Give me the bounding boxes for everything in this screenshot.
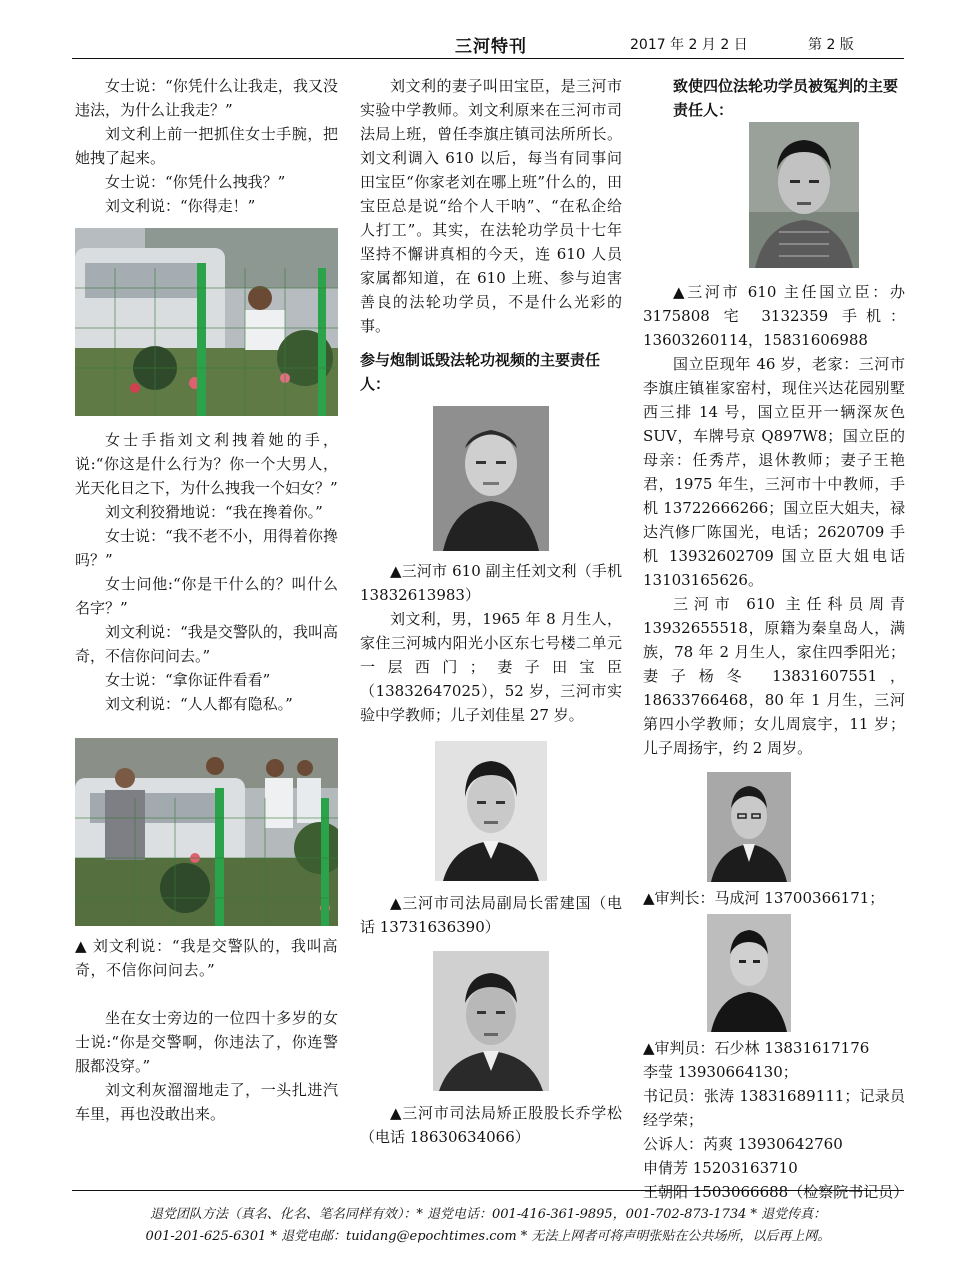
footer-rule — [72, 1190, 904, 1191]
paragraph: 女士说：“你凭什么让我走，我又没违法，为什么让我走？” — [75, 77, 338, 119]
scene-photo-1 — [75, 228, 338, 416]
portrait-photo-5 — [707, 772, 791, 882]
portrait-photo-1 — [433, 406, 549, 551]
paragraph: 刘文利说：“人人都有隐私。” — [105, 695, 293, 713]
page-number: 第 2 版 — [808, 37, 854, 53]
spacer — [75, 982, 338, 1006]
column-2 — [360, 74, 622, 1149]
paragraph: 国立臣现年 46 岁，老家：三河市李旗庄镇崔家窑村，现住兴达花园别墅西三排 14 号，国立臣开一辆深灰色 SUV，车牌号京 Q897W8；国立臣的母亲：任秀芹，退休教师；妻子王艳君，1975 年生，三河市十中教师，手机 13722666266；国立臣大姐夫，禄达汽修厂陈国光，电话；2620709 手机 13932602709 国立臣大姐电话 13103165626。 — [643, 355, 905, 589]
paragraph: 书记员：张涛 13831689111；记录员经学荣； — [643, 1087, 905, 1129]
paragraph: 坐在女士旁边的一位四十多岁的女士说:“你是交警啊，你违法了，你连警服都没穿。” — [75, 1009, 338, 1075]
footer-line: 001-201-625-6301 * 退党电邮：tuidang@epochtimes.com * 无法上网者可将声明张贴在公共场所，以后再上网。 — [145, 1229, 831, 1244]
photo-caption: ▲ 刘文利说：“我是交警队的，我叫高奇，不信你问问去。” — [75, 937, 338, 979]
portrait-photo-4 — [749, 122, 859, 268]
column-1 — [75, 74, 338, 1126]
paragraph: 三河市 610 主任科员周青 13932655518，原籍为秦皇岛人，满族，78 年 2 月生人，家住四季阳光；妻子杨冬 13831607551，18633766468，80 年 1 月生，三河第四小学教师；女儿周宸宇，11 岁；儿子周扬宇，约 2 周岁。 — [643, 595, 905, 757]
paragraph: 刘文利灰溜溜地走了，一头扎进汽车里，再也没敢出来。 — [75, 1081, 338, 1123]
portrait-photo-2 — [435, 741, 547, 881]
paragraph: 刘文利狡猾地说：“我在搀着你。” — [105, 503, 323, 521]
portrait-photo-6 — [707, 914, 791, 1032]
paragraph: 申倩芳 15203163710 — [643, 1159, 798, 1177]
paragraph: 女士说：“我不老不小，用得着你搀吗？” — [75, 527, 338, 569]
paragraph: 刘文利，男，1965 年 8 月生人，家住三河城内阳光小区东七号楼二单元一层西门；妻子田宝臣（13832647025），52 岁，三河市实验中学教师；儿子刘佳星 27 岁。 — [360, 610, 622, 724]
section-heading: 参与炮制诋毁法轮功视频的主要责任人： — [360, 351, 601, 393]
paragraph: 王朝阳 1503066688（检察院书记员） — [643, 1183, 909, 1201]
paragraph: 女士说：“你凭什么拽我？” — [105, 173, 286, 191]
issue-date: 2017 年 2 月 2 日 — [630, 37, 748, 53]
paragraph: 女士问他:“你是干什么的？叫什么名字？” — [75, 575, 338, 617]
section-heading: 致使四位法轮功学员被冤判的主要责任人： — [673, 77, 899, 119]
column-3 — [643, 74, 909, 1204]
paragraph: 女士手指刘文利拽着她的手，说:“你这是什么行为？你一个大男人，光天化日之下，为什么拽我一个妇女？” — [75, 431, 338, 497]
photo-caption: ▲审判员：石少林 13831617176 — [643, 1039, 870, 1057]
paragraph: 女士说：“拿你证件看看” — [105, 671, 271, 689]
scene-photo-2 — [75, 738, 338, 926]
header-rule — [72, 58, 904, 59]
paragraph: 刘文利的妻子叫田宝臣，是三河市实验中学教师。刘文利原来在三河市司法局上班，曾任李旗庄镇司法所所长。刘文利调入 610 以后，每当有同事问田宝臣“你家老刘在哪上班”什么的，田宝臣总是说“给个人干呐”、“在私企给人打工”。其实，在法轮功学员十七年坚持不懈讲真相的今天，连 610 人员家属都知道，在 610 上班、参与迫害善良的法轮功学员，不是什么光彩的事。 — [360, 77, 622, 335]
photo-caption: ▲三河市 610 主任国立臣：办 3175808 宅 3132359 手机：13603260114，15831606988 — [643, 283, 905, 349]
photo-caption: ▲三河市司法局矫正股股长乔学松（电话 18630634066） — [360, 1104, 622, 1146]
paragraph: 刘文利说：“你得走！” — [105, 197, 256, 215]
paragraph: 公诉人：芮爽 13930642760 — [643, 1135, 843, 1153]
portrait-photo-3 — [433, 951, 549, 1091]
paragraph: 刘文利说：“我是交警队的，我叫高奇，不信你问问去。” — [75, 623, 338, 665]
footer — [72, 1204, 904, 1248]
page-header — [72, 32, 904, 58]
paragraph: 李莹 13930664130； — [643, 1063, 798, 1081]
photo-caption: ▲三河市司法局副局长雷建国（电话 13731636390） — [360, 894, 622, 936]
newspaper-title: 三河特刊 — [455, 37, 527, 57]
photo-caption: ▲三河市 610 副主任刘文利（手机 13832613983） — [360, 562, 622, 604]
photo-caption: ▲审判长：马成河 13700366171； — [643, 889, 885, 907]
paragraph: 刘文利上前一把抓住女士手腕，把她拽了起来。 — [75, 125, 338, 167]
footer-line: 退党团队方法（真名、化名、笔名同样有效）：* 退党电话：001-416-361-9895，001-702-873-1734 * 退党传真： — [149, 1207, 827, 1222]
